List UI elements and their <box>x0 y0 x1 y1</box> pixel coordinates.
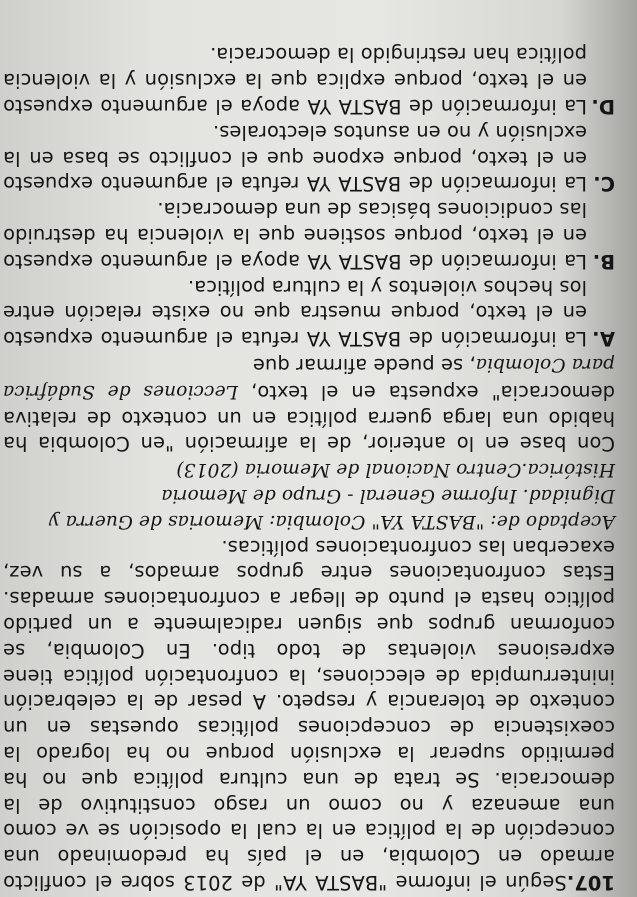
option-b-text: La información de BASTA YA apoya el argumento expuesto en el texto, porque sostiene que la violencia ha destruido las condiciones básicas de una democracia. <box>3 198 587 273</box>
option-b[interactable] <box>3 196 615 273</box>
option-d-letter: D. <box>591 95 615 119</box>
option-c-letter: C. <box>593 172 615 196</box>
option-a[interactable] <box>3 274 615 351</box>
prompt-start: Con base en lo anterior, de la afirmación "en Colombia ha habido una larga guerra política en un contexto de relativa democracia" expuesta en el texto, <box>3 380 615 456</box>
question-text: Según el informe "BASTA YA" de 2013 sobre el conflicto armado en Colombia, en el país ha predominado una concepción de la política en la cual la oposición se ve como una amenaza y no como un rasgo constitutivo de la democracia. Se trata de una cultura política que no ha permitido superar la exclusión porque no ha logrado la coexistencia de concepciones políticas opuestas en un contexto de tolerancia y respeto. A pesar de la celebración ininterrumpida de elecciones, la confrontación política tiene expresiones violentas de todo tipo. En Colombia, se conforman grupos que siguen radicalmente a un partido político hasta el punto de llegar a confrontaciones armadas. Estas confrontaciones entre grupos armados, a su vez, exacerban las confrontaciones políticas. <box>3 535 615 894</box>
option-c-text: La información de BASTA YA refuta el argumento expuesto en el texto, porque expone que el conflicto se basa en la exclusión y no en asuntos electorales. <box>3 120 587 196</box>
option-a-text: La información de BASTA YA refuta el argumento expuesto en el texto, porque muestra que no existe relación entre los hechos violentos y la cultura política. <box>3 275 587 351</box>
option-d[interactable] <box>3 42 615 119</box>
prompt-end: , se puede afirmar que <box>252 354 476 378</box>
source-citation: Aceptado de: "BASTA YA" Colombia: Memorias de Guerra y Dignidad. Informe General - Grupo de Memoria Histórica.Centro Nacional de Memoria (2013) <box>48 459 615 532</box>
option-c[interactable] <box>3 119 615 196</box>
option-d-text: La información de BASTA YA apoya el argumento expuesto en el texto, porque explica que la exclusión y la violencia política han restringido la democracia. <box>3 43 587 119</box>
prompt-italic-title: Lecciones de Sudáfrica para Colombia <box>2 354 615 402</box>
question-block <box>3 42 615 895</box>
option-b-letter: B. <box>592 249 615 273</box>
option-a-letter: A. <box>592 327 615 351</box>
question-number: 107. <box>566 871 615 894</box>
question-paragraph <box>3 534 615 895</box>
question-prompt <box>3 351 615 456</box>
